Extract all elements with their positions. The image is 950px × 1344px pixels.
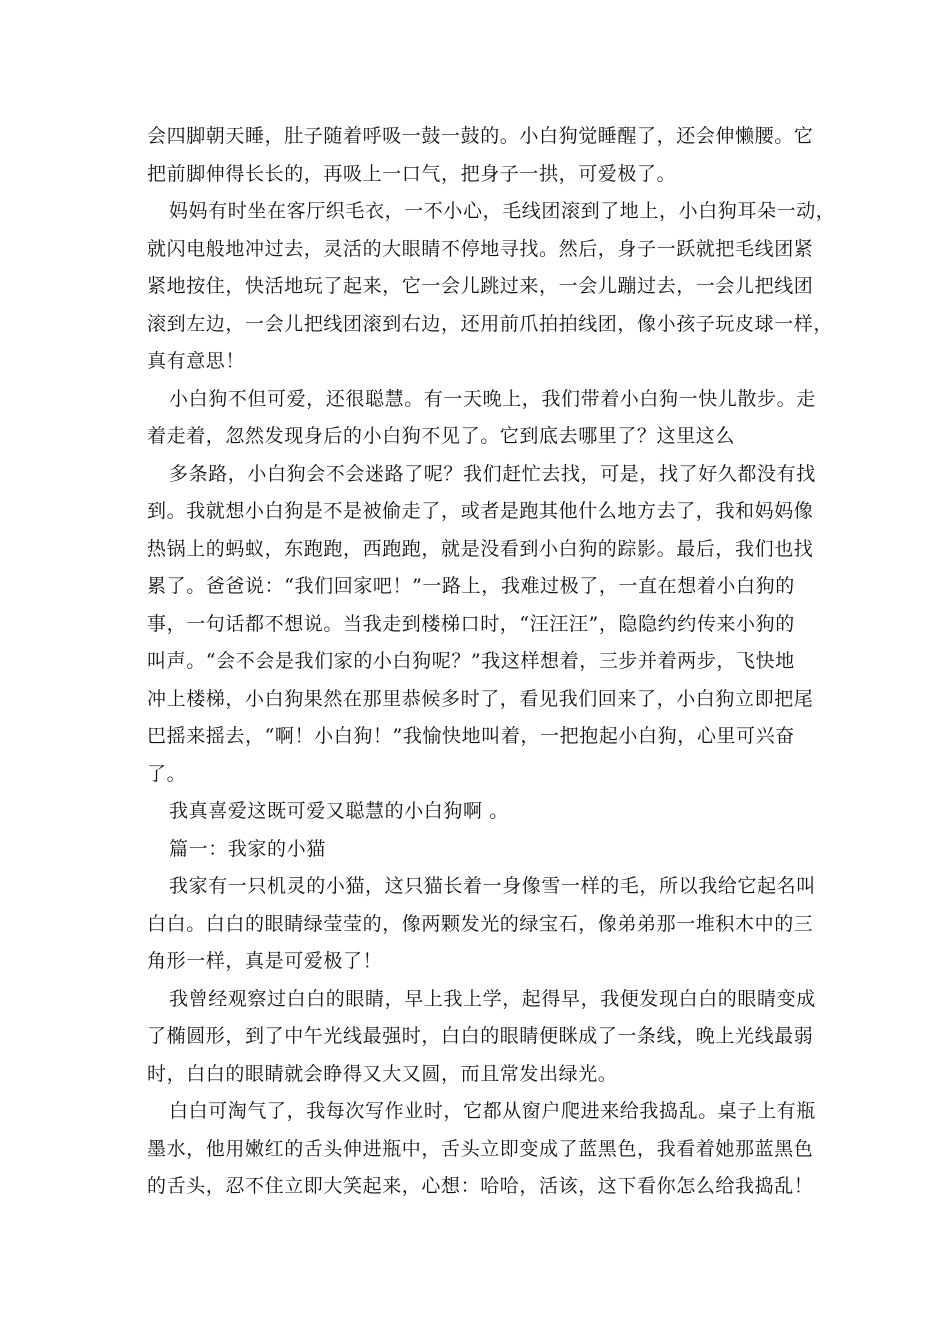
document-body <box>147 118 836 1206</box>
text-line: 我曾经观察过白白的眼睛，早上我上学，起得早，我便发现白白的眼睛变成 <box>169 987 816 1010</box>
text-line: 时，白白的眼睛就会睁得又大又圆，而且常发出绿光。 <box>147 1062 618 1085</box>
text-line: 白白可淘气了，我每次写作业时，它都从窗户爬进来给我捣乱。桌子上有瓶 <box>169 1100 816 1122</box>
text-line: 我家有一只机灵的小猫，这只猫长着一身像雪一样的毛，所以我给它起名叫 <box>169 875 816 897</box>
section-heading: 篇一：我家的小猫 <box>169 837 326 860</box>
text-line: 着走着，忽然发现身后的小白狗不见了。它到底去哪里了？这里这么 <box>147 425 736 447</box>
text-line: 白白。白白的眼睛绿莹莹的，像两颗发光的绿宝石，像弟弟那一堆积木中的三 <box>147 912 814 935</box>
text-line: 妈妈有时坐在客厅织毛衣，一不小心，毛线团滚到了地上，小白狗耳朵一动， <box>169 200 836 222</box>
text-line: 了椭圆形，到了中午光线最强时，白白的眼睛便眯成了一条线，晚上光线最弱 <box>147 1025 814 1047</box>
text-line: 冲上楼梯，小白狗果然在那里恭候多时了，看见我们回来了，小白狗立即把尾 <box>147 687 814 710</box>
text-line: 的舌头，忍不住立即大笑起来，心想：哈哈，活该，这下看你怎么给我捣乱！ <box>147 1175 814 1197</box>
text-line: 热锅上的蚂蚁，东跑跑，西跑跑，就是没看到小白狗的踪影。最后，我们也找 <box>147 537 814 560</box>
text-line: 叫声。“会不会是我们家的小白狗呢？”我这样想着，三步并着两步，飞快地 <box>147 650 795 672</box>
text-line: 了。 <box>147 762 187 785</box>
text-line: 角形一样，真是可爱极了！ <box>147 950 383 972</box>
text-line: 墨水，他用嫩红的舌头伸进瓶中，舌头立即变成了蓝黑色，我看着她那蓝黑色 <box>147 1137 814 1160</box>
text-line: 把前脚伸得长长的，再吸上一口气，把身子一拱，可爱极了。 <box>147 162 677 185</box>
text-line: 会四脚朝天睡，肚子随着呼吸一鼓一鼓的。小白狗觉睡醒了，还会伸懒腰。它 <box>147 125 814 147</box>
text-line: 到。我就想小白狗是不是被偷走了，或者是跑其他什么地方去了，我和妈妈像 <box>147 500 814 522</box>
text-line: 小白狗不但可爱，还很聪慧。有一天晚上，我们带着小白狗一快儿散步。走 <box>169 387 816 410</box>
text-line: 紧地按住，快活地玩了起来，它一会儿跳过来，一会儿蹦过去，一会儿把线团 <box>147 275 814 297</box>
text-line: 滚到左边，一会儿把线团滚到右边，还用前爪拍拍线团，像小孩子玩皮球一样， <box>147 312 834 335</box>
text-line: 累了。爸爸说：“我们回家吧！”一路上，我难过极了，一直在想着小白狗的 <box>147 575 795 597</box>
text-line: 多条路，小白狗会不会迷路了呢？我们赶忙去找，可是，找了好久都没有找 <box>169 462 816 485</box>
text-line: 事，一句话都不想说。当我走到楼梯口时，“汪汪汪”，隐隐约约传来小狗的 <box>147 612 795 635</box>
text-line: 真有意思！ <box>147 350 246 372</box>
text-line: 巴摇来摇去，“啊！小白狗！”我愉快地叫着，一把抱起小白狗，心里可兴奋 <box>147 725 795 747</box>
text-line: 我真喜爱这既可爱又聪慧的小白狗啊 。 <box>169 800 509 822</box>
text-line: 就闪电般地冲过去，灵活的大眼睛不停地寻找。然后，身子一跃就把毛线团紧 <box>147 237 814 260</box>
